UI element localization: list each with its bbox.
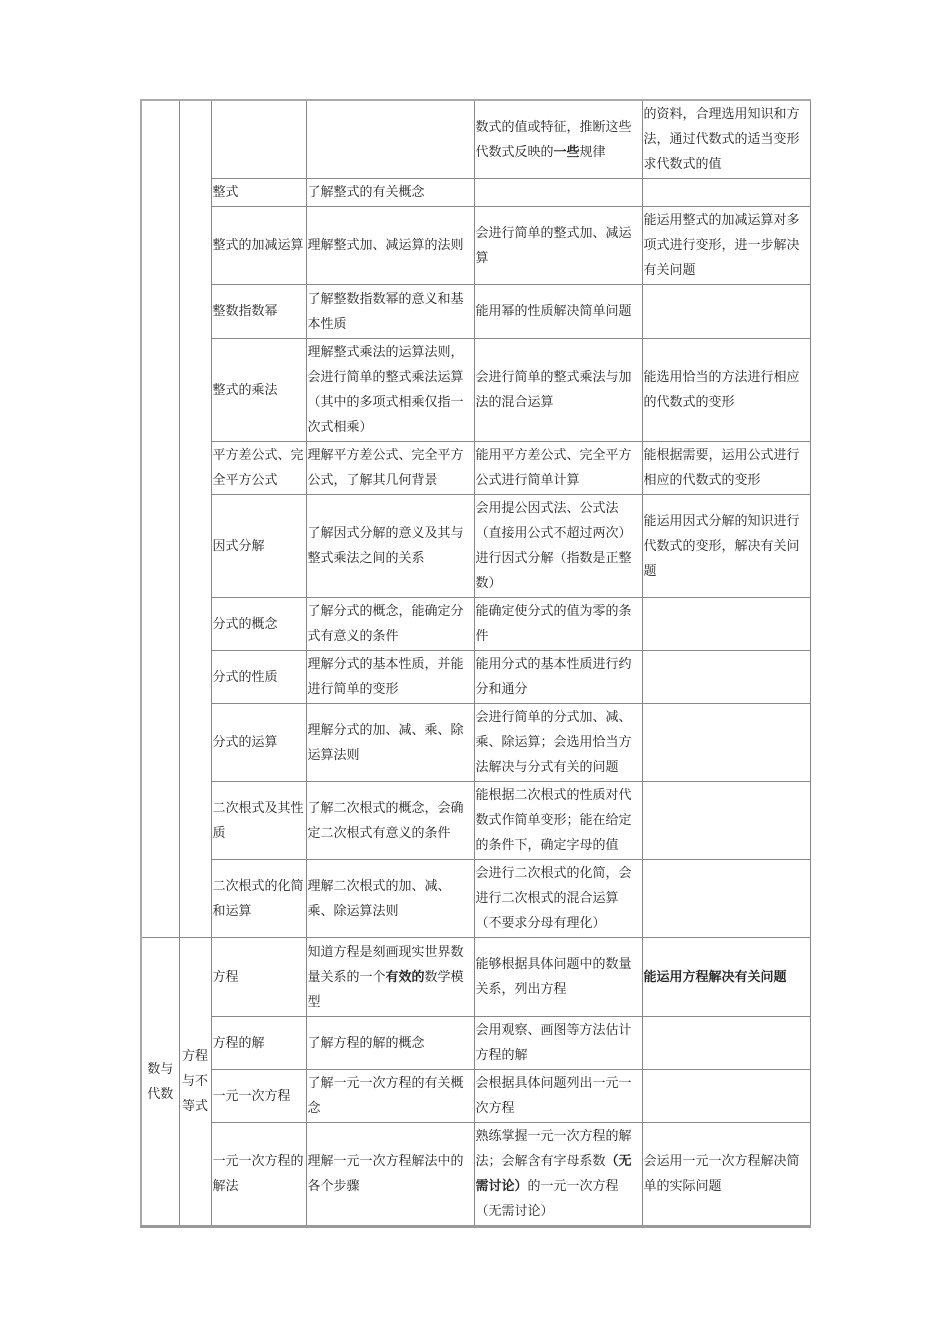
table-row [141,704,810,782]
master-bold-text: （无需讨论） [475,1154,632,1194]
topic-cell: 因式分解 [211,495,306,598]
master-cell: 能根据二次根式的性质对代数式作简单变形；能在给定的条件下，确定字母的值 [474,782,642,860]
subdomain-cell [179,100,211,938]
curriculum-table [140,99,811,1228]
table-row [141,938,810,1017]
master-cell: 能用分式的基本性质进行约分和通分 [474,651,642,704]
master-cell [474,179,642,207]
master-cell: 会用观察、画图等方法估计方程的解 [474,1017,642,1070]
master-text: 数式的值或特征，推断这些代数式反映的 [475,119,632,160]
table-row [141,495,810,598]
apply-cell: 能运用因式分解的知识进行代数式的变形，解决有关问题 [642,495,810,598]
table-row [141,860,810,938]
table-row [141,285,810,339]
topic-cell: 一元一次方程 [211,1070,306,1123]
table-row [141,100,810,179]
master-cell [474,1123,642,1227]
understand-cell [306,100,474,179]
understand-cell: 了解整式的有关概念 [306,179,474,207]
understand-text: 知道方程是刻画现实世界数量关系的一个 [307,944,464,985]
topic-cell: 整式 [211,179,306,207]
understand-cell: 理解整式加、减运算的法则 [306,207,474,285]
table-row [141,598,810,651]
topic-cell: 分式的性质 [211,651,306,704]
apply-cell [642,598,810,651]
topic-cell: 方程的解 [211,1017,306,1070]
understand-text-end: 数学模型 [307,969,464,1010]
table-row [141,782,810,860]
table-row [141,1017,810,1070]
apply-cell [642,179,810,207]
topic-cell: 平方差公式、完全平方公式 [211,442,306,495]
topic-cell: 整式的加减运算 [211,207,306,285]
apply-bold-text: 能运用方程解决有关问题 [643,969,787,985]
understand-bold-text: 有效的 [385,969,425,985]
master-text: 熟练掌握一元一次方程的解法；会解含有字母系数 [475,1129,632,1169]
apply-cell [642,860,810,938]
table-row [141,339,810,442]
topic-cell: 方程 [211,938,306,1017]
understand-cell: 了解因式分解的意义及其与整式乘法之间的关系 [306,495,474,598]
apply-cell [642,704,810,782]
topic-cell: 整数指数幂 [211,285,306,339]
understand-cell: 了解分式的概念，能确定分式有意义的条件 [306,598,474,651]
master-text-end: 规律 [579,144,606,160]
topic-cell: 整式的乘法 [211,339,306,442]
apply-cell [642,651,810,704]
table-row [141,207,810,285]
master-text-end: 的一元一次方程（无需讨论） [475,1179,619,1219]
domain-cell: 数与代数 [141,938,179,1227]
table-row [141,1123,810,1227]
master-cell: 能用幂的性质解决简单问题 [474,285,642,339]
topic-cell: 二次根式及其性质 [211,782,306,860]
master-cell: 能够根据具体问题中的数量关系，列出方程 [474,938,642,1017]
master-cell: 会进行二次根式的化简，会进行二次根式的混合运算（不要求分母有理化） [474,860,642,938]
apply-cell: 会运用一元一次方程解决简单的实际问题 [642,1123,810,1227]
table-row [141,651,810,704]
apply-cell [642,938,810,1017]
understand-cell: 理解整式乘法的运算法则，会进行简单的整式乘法运算（其中的多项式相乘仅指一次式相乘） [306,339,474,442]
understand-cell: 理解分式的基本性质，并能进行简单的变形 [306,651,474,704]
topic-cell: 一元一次方程的解法 [211,1123,306,1227]
topic-cell: 分式的运算 [211,704,306,782]
table-row [141,442,810,495]
understand-cell: 了解一元一次方程的有关概念 [306,1070,474,1123]
apply-cell [642,1017,810,1070]
subdomain-cell: 方程与不等式 [179,938,211,1227]
master-cell: 会进行简单的整式乘法与加法的混合运算 [474,339,642,442]
table-row [141,1070,810,1123]
understand-cell [306,938,474,1017]
master-cell: 会进行简单的整式加、减运算 [474,207,642,285]
understand-cell: 了解二次根式的概念，会确定二次根式有意义的条件 [306,782,474,860]
master-cell: 能用平方差公式、完全平方公式进行简单计算 [474,442,642,495]
apply-cell [642,1070,810,1123]
understand-cell: 了解方程的解的概念 [306,1017,474,1070]
apply-cell [642,285,810,339]
apply-cell: 能运用整式的加减运算对多项式进行变形，进一步解决有关问题 [642,207,810,285]
master-cell: 能确定使分式的值为零的条件 [474,598,642,651]
master-bold-text: 一些 [553,144,580,160]
understand-cell: 了解整数指数幂的意义和基本性质 [306,285,474,339]
master-cell: 会根据具体问题列出一元一次方程 [474,1070,642,1123]
topic-cell [211,100,306,179]
master-cell: 会进行简单的分式加、减、乘、除运算；会选用恰当方法解决与分式有关的问题 [474,704,642,782]
apply-cell [642,782,810,860]
topic-cell: 分式的概念 [211,598,306,651]
understand-cell: 理解二次根式的加、减、乘、除运算法则 [306,860,474,938]
apply-cell: 的资料，合理选用知识和方法，通过代数式的适当变形求代数式的值 [642,100,810,179]
master-cell [474,100,642,179]
apply-cell: 能根据需要，运用公式进行相应的代数式的变形 [642,442,810,495]
understand-cell: 理解分式的加、减、乘、除运算法则 [306,704,474,782]
understand-cell: 理解一元一次方程解法中的各个步骤 [306,1123,474,1227]
table-row [141,179,810,207]
understand-cell: 理解平方差公式、完全平方公式，了解其几何背景 [306,442,474,495]
topic-cell: 二次根式的化简和运算 [211,860,306,938]
domain-cell [141,100,179,938]
apply-cell: 能选用恰当的方法进行相应的代数式的变形 [642,339,810,442]
master-cell: 会用提公因式法、公式法（直接用公式不超过两次）进行因式分解（指数是正整数） [474,495,642,598]
